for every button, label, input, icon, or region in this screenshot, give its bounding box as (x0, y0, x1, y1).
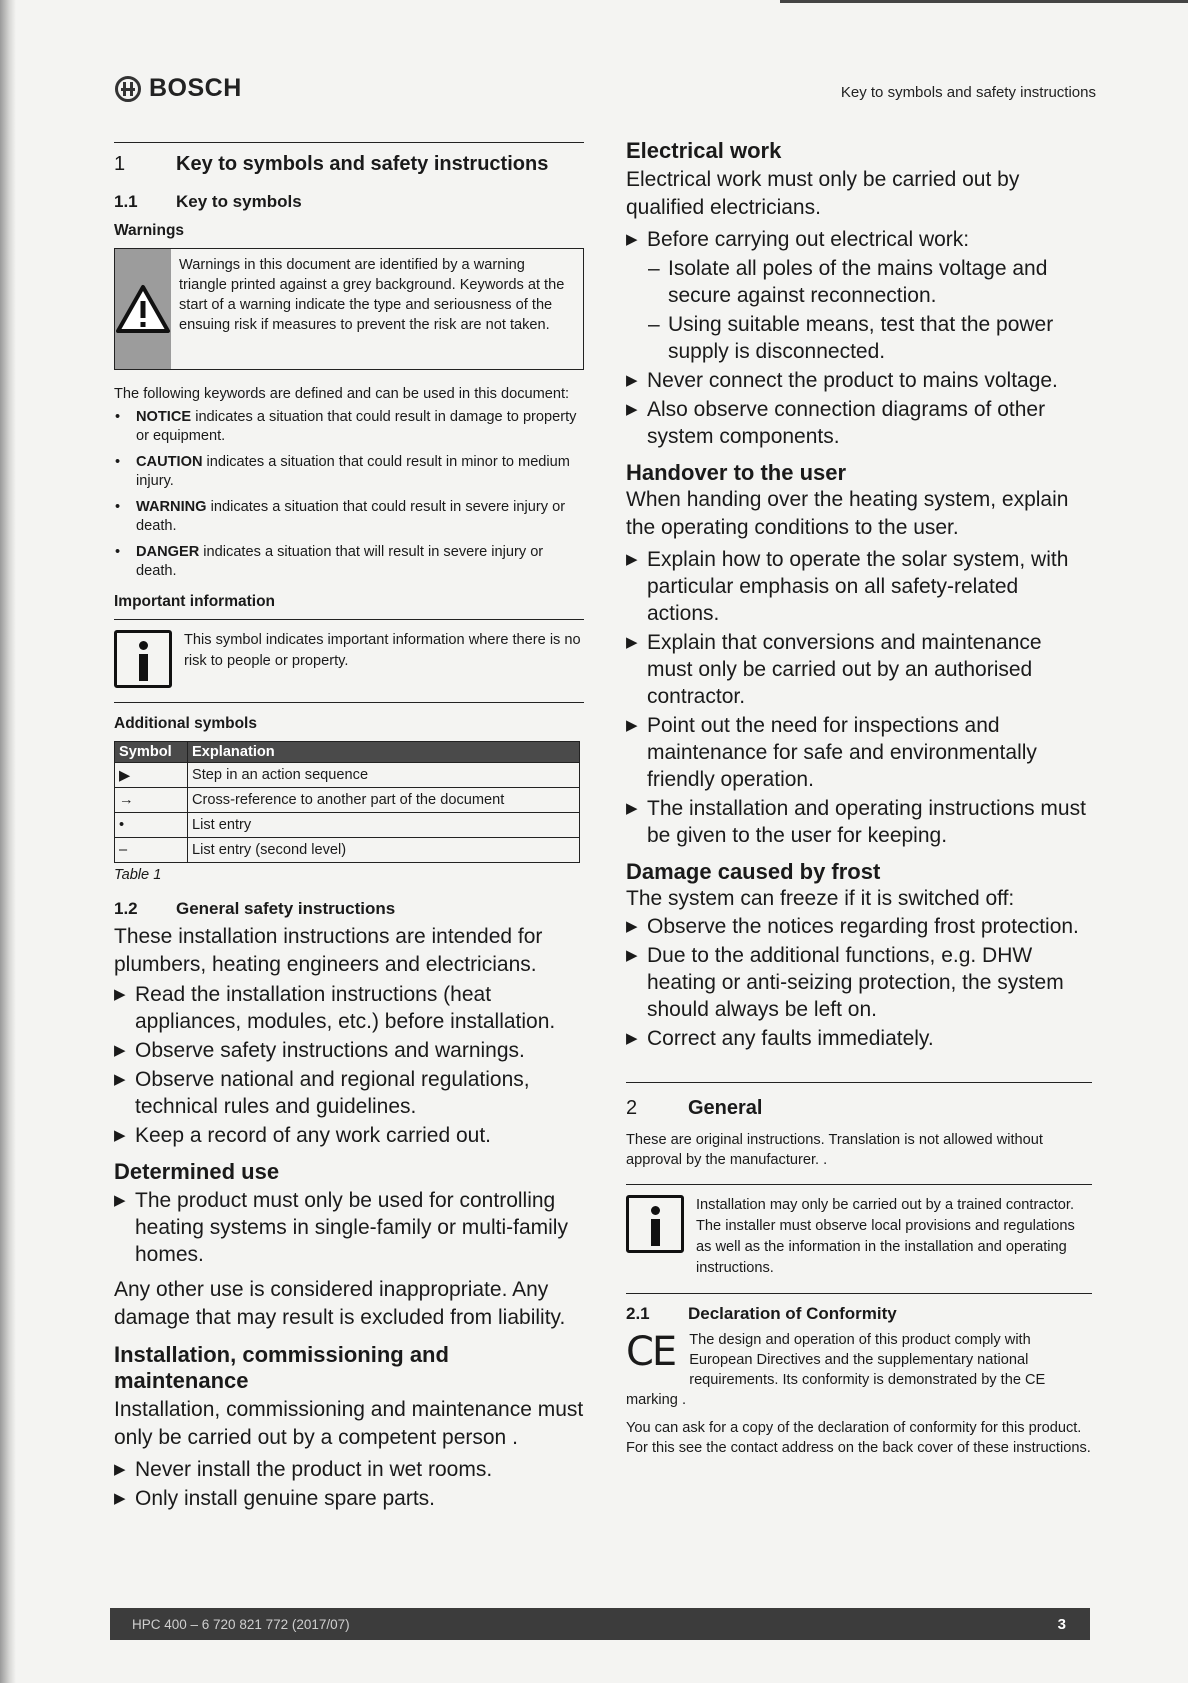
section-title: General safety instructions (176, 899, 396, 918)
electrical-work-text: Electrical work must only be carried out by qualified electricians. (626, 168, 1020, 219)
section-number: 1 (114, 153, 126, 175)
scan-edge (0, 0, 16, 1683)
action-step: ▶ Only install genuine spare parts. (114, 1485, 584, 1512)
table-row (115, 813, 580, 838)
action-step: ▶ Keep a record of any work carried out. (114, 1122, 584, 1149)
important-info-text: This symbol indicates important information where there is no risk to people or property. (184, 632, 581, 669)
bosch-logo (115, 74, 242, 103)
section-1-heading (114, 153, 584, 176)
electrical-sub-list (626, 255, 1092, 365)
action-step: ▶ Before carrying out electrical work: (626, 226, 1092, 253)
action-step: ▶ Also observe connection diagrams of other system components. (626, 396, 1092, 450)
determined-use-text: Any other use is considered inappropriate. Any damage that may result is excluded from liability. (114, 1278, 566, 1329)
sub-list-item: – Isolate all poles of the mains voltage and secure against reconnection. (648, 255, 1092, 309)
document-code: HPC 400 – 6 720 821 772 (2017/07) (132, 1616, 350, 1632)
keyword: CAUTION (136, 454, 203, 470)
column-header: Explanation (188, 742, 580, 763)
general-safety-intro: These installation instructions are intended for plumbers, heating engineers and electricians. (114, 925, 543, 976)
determined-use-actions (114, 1187, 584, 1268)
left-column (114, 142, 584, 1514)
action-step: ▶ Explain how to operate the solar system, with particular emphasis on all safety-related actions. (626, 546, 1092, 627)
action-step: ▶ Never connect the product to mains voltage. (626, 367, 1092, 394)
warning-triangle-icon (115, 284, 171, 334)
installation-text: Installation, commissioning and maintenance must only be carried out by a competent person . (114, 1398, 584, 1449)
table-row (115, 763, 580, 788)
conformity-text: The design and operation of this product comply with European Directives and the supplementary national requirements. Its conformity is demonstrated by the CE marking . (626, 1332, 1046, 1408)
keyword-description: indicates a situation that could result in minor to medium injury. (136, 454, 570, 489)
action-step: ▶ Correct any faults immediately. (626, 1025, 1092, 1052)
keyword-description: indicates a situation that could result in severe injury or death. (136, 499, 566, 534)
action-step: ▶ The product must only be used for controlling heating systems in single-family or multi-family homes. (114, 1187, 584, 1268)
installation-heading: Installation, commissioning and maintenance (114, 1342, 449, 1393)
explanation-cell: Cross-reference to another part of the document (188, 788, 580, 813)
general-info-text: Installation may only be carried out by a trained contractor. The installer must observe local provisions and regulations as well as the information in the installation and operating instructions. (696, 1197, 1075, 1276)
conformity-block (626, 1330, 1092, 1410)
handover-text: When handing over the heating system, explain the operating conditions to the user. (626, 488, 1069, 539)
symbol-cell: → (115, 788, 188, 813)
action-step: ▶ Observe the notices regarding frost protection. (626, 913, 1092, 940)
keyword-list-item (114, 408, 584, 446)
info-icon (626, 1195, 684, 1253)
section-2-heading (626, 1097, 1092, 1120)
warnings-heading: Warnings (114, 222, 185, 239)
table-row (115, 838, 580, 863)
keyword: DANGER (136, 544, 200, 560)
warnings-box-text: Warnings in this document are identified by a warning triangle printed against a grey background. Keywords at the start of a warning indicate the type and seriousness of the ensuing risk if measures to prevent the risk are not taken. (179, 257, 565, 333)
additional-symbols-heading: Additional symbols (114, 715, 257, 732)
general-info-box (626, 1184, 1092, 1294)
section-number: 1.1 (114, 192, 138, 211)
frost-text: The system can freeze if it is switched off: (626, 887, 1015, 910)
keyword-list-item (114, 498, 584, 536)
symbol-cell: ▶ (115, 763, 188, 788)
section-number: 1.2 (114, 899, 138, 918)
table-caption: Table 1 (114, 867, 162, 883)
action-step: ▶ Observe safety instructions and warnings. (114, 1037, 584, 1064)
installation-actions (114, 1456, 584, 1512)
explanation-cell: Step in an action sequence (188, 763, 580, 788)
running-head: Key to symbols and safety instructions (840, 84, 1096, 101)
determined-use-heading: Determined use (114, 1159, 280, 1184)
sub-list-item: – Using suitable means, test that the power supply is disconnected. (648, 311, 1092, 365)
action-step: ▶ Observe national and regional regulations, technical rules and guidelines. (114, 1066, 584, 1120)
section-title: Key to symbols and safety instructions (176, 153, 549, 175)
symbols-table (114, 741, 580, 863)
symbol-cell: – (115, 838, 188, 863)
action-step: ▶ Explain that conversions and maintenance must only be carried out by an authorised contractor. (626, 629, 1092, 710)
ce-mark-icon: CE (626, 1330, 676, 1375)
table-header-row (115, 742, 580, 763)
scan-top-line (780, 0, 1188, 3)
section-title: General (688, 1097, 763, 1119)
action-step: ▶ Read the installation instructions (heat appliances, modules, etc.) before installation. (114, 981, 584, 1035)
explanation-cell: List entry (188, 813, 580, 838)
section-rule (626, 1082, 1092, 1083)
info-icon (114, 630, 172, 688)
electrical-work-heading: Electrical work (626, 138, 782, 163)
conformity-text-2: You can ask for a copy of the declaration of conformity for this product. For this see the contact address on the back cover of these instructions. (626, 1420, 1091, 1456)
brand-name: BOSCH (149, 74, 242, 102)
section-number: 2 (626, 1097, 638, 1119)
page-footer (110, 1608, 1090, 1640)
column-header: Symbol (115, 742, 188, 763)
action-step: ▶ Point out the need for inspections and maintenance for safe and environmentally friendly operation. (626, 712, 1092, 793)
keyword: NOTICE (136, 409, 192, 425)
important-info-heading: Important information (114, 593, 276, 610)
keyword-description: indicates a situation that will result in severe injury or death. (136, 544, 544, 579)
action-step: ▶ Due to the additional functions, e.g. DHW heating or anti-seizing protection, the system should always be left on. (626, 942, 1092, 1023)
important-info-box (114, 619, 584, 703)
action-step: ▶ The installation and operating instructions must be given to the user for keeping. (626, 795, 1092, 849)
section-1-1-heading (114, 192, 584, 212)
section-rule (114, 142, 584, 143)
symbol-cell: • (115, 813, 188, 838)
bosch-armature-icon (115, 76, 141, 102)
keyword-description: indicates a situation that could result in damage to property or equipment. (136, 409, 577, 444)
handover-actions (626, 546, 1092, 849)
section-2-1-heading (626, 1304, 1092, 1324)
section-title: Key to symbols (176, 192, 302, 211)
explanation-cell: List entry (second level) (188, 838, 580, 863)
keyword-list-item (114, 543, 584, 581)
section-title: Declaration of Conformity (688, 1304, 897, 1323)
section-1-2-heading (114, 899, 584, 919)
keywords-intro: The following keywords are defined and can be used in this document: (114, 386, 570, 402)
section-number: 2.1 (626, 1304, 650, 1323)
keyword: WARNING (136, 499, 207, 515)
general-safety-actions (114, 981, 584, 1149)
table-row (115, 788, 580, 813)
electrical-actions-more (626, 367, 1092, 450)
keywords-list (114, 408, 584, 581)
page-number: 3 (1057, 1615, 1066, 1633)
electrical-actions (626, 226, 1092, 253)
general-text: These are original instructions. Translation is not allowed without approval by the manufacturer. . (626, 1132, 1043, 1168)
warning-triangle-cell (115, 249, 171, 369)
handover-heading: Handover to the user (626, 460, 847, 485)
right-column (626, 138, 1092, 1458)
warnings-box (114, 248, 584, 370)
frost-heading: Damage caused by frost (626, 859, 881, 884)
action-step: ▶ Never install the product in wet rooms. (114, 1456, 584, 1483)
frost-actions (626, 913, 1092, 1052)
keyword-list-item (114, 453, 584, 491)
